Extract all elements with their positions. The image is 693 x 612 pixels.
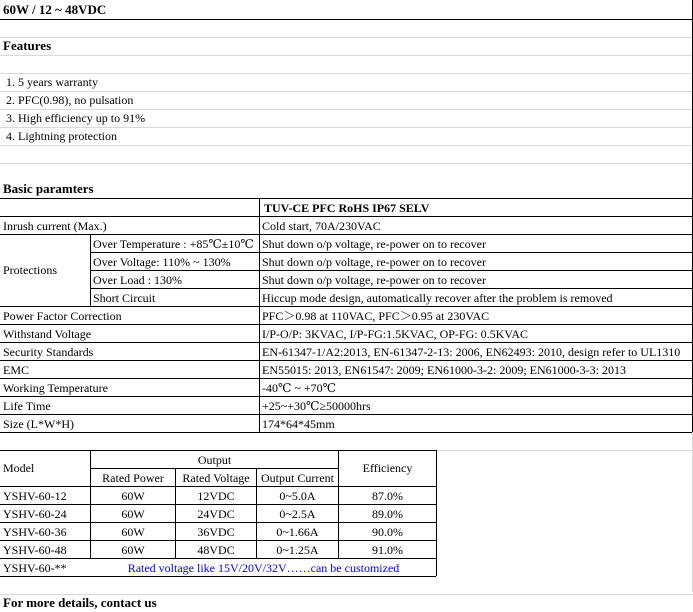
protection-value: Shut down o/p voltage, re-power on to recover <box>262 255 486 269</box>
protection-name: Over Voltage: 110% ~ 130% <box>93 255 231 269</box>
param-label: Withstand Voltage <box>3 327 92 341</box>
efficiency: 89.0% <box>372 507 403 521</box>
model-name: YSHV-60-36 <box>3 525 67 539</box>
rated-power: 60W <box>121 489 145 503</box>
protection-name: Over Load : 130% <box>93 273 182 287</box>
inrush-label: Inrush current (Max.) <box>3 219 107 233</box>
rated-power: 60W <box>121 525 145 539</box>
page-title: 60W / 12 ~ 48VDC <box>3 2 107 17</box>
protection-name: Over Temperature : +85℃±10℃ <box>93 237 254 251</box>
efficiency: 91.0% <box>372 543 403 557</box>
custom-model-name: YSHV-60-** <box>3 561 67 575</box>
param-label: EMC <box>3 363 30 377</box>
model-name: YSHV-60-48 <box>3 543 67 557</box>
param-label: Security Standards <box>3 345 94 359</box>
efficiency-header: Efficiency <box>362 461 413 475</box>
output-current: 0~5.0A <box>279 489 316 503</box>
efficiency: 90.0% <box>372 525 403 539</box>
feature-item: 4. Lightning protection <box>6 129 117 143</box>
feature-item: 3. High efficiency up to 91% <box>6 111 146 125</box>
rated-voltage: 12VDC <box>197 489 235 503</box>
custom-note: Rated voltage like 15V/20V/32V……can be customized <box>127 561 400 575</box>
output-header: Output <box>197 453 232 467</box>
protection-value: Hiccup mode design, automatically recover after the problem is removed <box>262 291 613 305</box>
rated-voltage: 48VDC <box>197 543 235 557</box>
rated-power: 60W <box>121 507 145 521</box>
param-value: PFC＞0.98 at 110VAC, PFC＞0.95 at 230VAC <box>262 309 490 323</box>
param-label: Life Time <box>3 399 51 413</box>
efficiency: 87.0% <box>372 489 403 503</box>
rated-voltage-header: Rated Voltage <box>182 471 250 485</box>
features-heading: Features <box>3 38 52 53</box>
protection-name: Short Circuit <box>93 291 156 305</box>
protection-value: Shut down o/p voltage, re-power on to recover <box>262 273 486 287</box>
model-header: Model <box>3 461 35 475</box>
param-value: +25~+30℃≥50000hrs <box>262 399 371 413</box>
param-value: 174*64*45mm <box>262 417 335 431</box>
protections-label: Protections <box>3 263 57 277</box>
model-name: YSHV-60-12 <box>3 489 67 503</box>
param-label: Size (L*W*H) <box>3 417 74 431</box>
param-label: Working Temperature <box>3 381 108 395</box>
rated-power: 60W <box>121 543 145 557</box>
rated-power-header: Rated Power <box>102 471 164 485</box>
model-name: YSHV-60-24 <box>3 507 67 521</box>
param-value: I/P-O/P: 3KVAC, I/P-FG:1.5KVAC, OP-FG: 0.5KVAC <box>262 327 529 341</box>
inrush-value: Cold start, 70A/230VAC <box>262 219 381 233</box>
output-current: 0~1.66A <box>276 525 319 539</box>
param-value: EN55015: 2013, EN61547: 2009; EN61000-3-2: 2009; EN61000-3-3: 2013 <box>262 363 626 377</box>
output-current: 0~1.25A <box>276 543 319 557</box>
feature-item: 2. PFC(0.98), no pulsation <box>6 93 134 107</box>
param-label: Power Factor Correction <box>3 309 122 323</box>
cert-line: TUV-CE PFC RoHS IP67 SELV <box>264 201 430 215</box>
feature-item: 1. 5 years warranty <box>6 75 98 89</box>
output-current-header: Output Current <box>261 471 334 485</box>
rated-voltage: 36VDC <box>197 525 235 539</box>
basic-heading: Basic paramters <box>3 181 94 196</box>
footer-contact: For more details, contact us <box>3 595 157 610</box>
rated-voltage: 24VDC <box>197 507 235 521</box>
protection-value: Shut down o/p voltage, re-power on to recover <box>262 237 486 251</box>
param-value: -40℃ ~ +70℃ <box>262 381 337 395</box>
output-current: 0~2.5A <box>279 507 316 521</box>
param-value: EN-61347-1/A2:2013, EN-61347-2-13: 2006, EN62493: 2010, design refer to UL1310 <box>262 345 681 359</box>
